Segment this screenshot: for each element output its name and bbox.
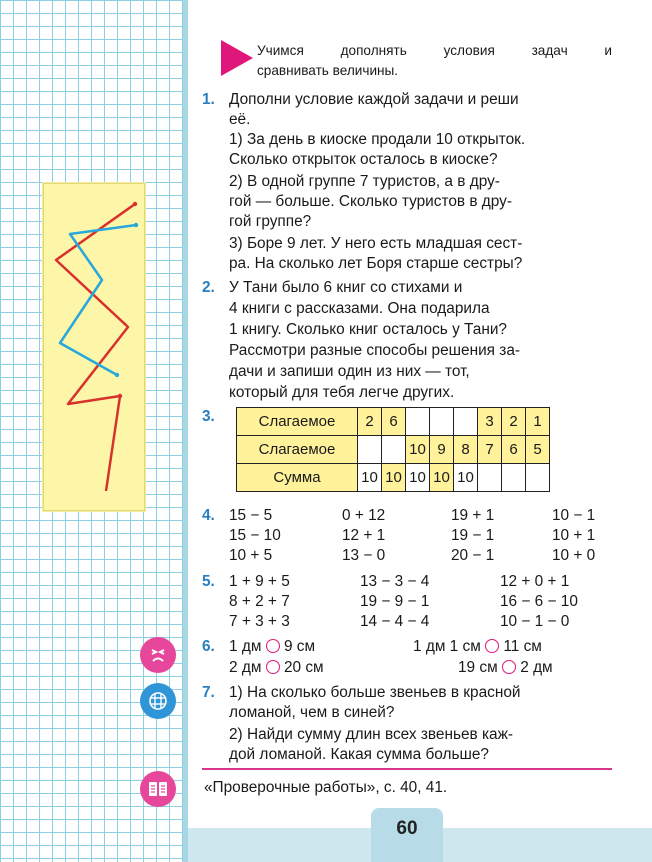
task-number: 4.: [202, 507, 215, 524]
table-row: [237, 464, 550, 492]
row-label: Сумма: [237, 464, 358, 492]
task7-line: 1) На сколько больше звеньев в красной: [229, 684, 521, 701]
expression: 15 − 5: [229, 507, 273, 524]
table-cell: [430, 408, 454, 436]
intro-line-2: сравнивать величины.: [257, 63, 399, 78]
intro-word: дополнять: [340, 43, 407, 58]
compare-circle[interactable]: [485, 639, 499, 653]
table-cell: 10: [406, 464, 430, 492]
comparison-left: 19 см: [458, 659, 498, 676]
expression: 8 + 2 + 7: [229, 593, 290, 610]
table-cell: 2: [358, 408, 382, 436]
task2-line: дачи и запиши один из них — тот,: [229, 363, 470, 380]
table-cell: 10: [382, 464, 406, 492]
expression: 13 − 0: [342, 547, 386, 564]
expression: 10 + 1: [552, 527, 596, 544]
expression: 1 + 9 + 5: [229, 573, 290, 590]
addition-table: [236, 407, 550, 492]
expression: 0 + 12: [342, 507, 386, 524]
comparison: [229, 637, 315, 657]
task1-line: Сколько открыток осталось в киоске?: [229, 151, 498, 168]
workbook-reference: «Проверочные работы», с. 40, 41.: [204, 779, 448, 796]
intro-word: Учимся: [257, 43, 304, 58]
expression: 19 − 1: [451, 527, 495, 544]
task1-line: гой группе?: [229, 213, 312, 230]
task1-line: гой — больше. Сколько туристов в дру-: [229, 193, 512, 210]
expression: 10 + 0: [552, 547, 596, 564]
comparison: [229, 658, 324, 678]
table-cell: 5: [526, 436, 550, 464]
table-row: [237, 436, 550, 464]
task2-line: Рассмотри разные способы решения за-: [229, 342, 521, 359]
intro-line-1: [257, 41, 612, 61]
task7-line: дой ломаной. Какая сумма больше?: [229, 746, 489, 763]
intro-word: и: [604, 43, 612, 58]
grid-icon: [140, 683, 176, 719]
task1-line: 1) За день в киоске продали 10 открыток.: [229, 131, 526, 148]
task7-line: ломаной, чем в синей?: [229, 704, 395, 721]
table-cell: [526, 464, 550, 492]
table-cell: 2: [502, 408, 526, 436]
table-cell: 10: [454, 464, 478, 492]
expression: 14 − 4 − 4: [360, 613, 430, 630]
expression: 7 + 3 + 3: [229, 613, 290, 630]
task1-line: её.: [229, 111, 251, 128]
task-number: 3.: [202, 408, 215, 425]
compare-circle[interactable]: [266, 639, 280, 653]
compare-circle[interactable]: [266, 660, 280, 674]
expression: 12 + 0 + 1: [500, 573, 570, 590]
page-number: 60: [396, 818, 418, 839]
task2-line: 1 книгу. Сколько книг осталось у Тани?: [229, 321, 507, 338]
table-cell: [478, 464, 502, 492]
table-cell: 7: [478, 436, 502, 464]
comparison-right: 2 дм: [520, 659, 553, 676]
sad-face-icon: [140, 637, 176, 673]
expression: 16 − 6 − 10: [500, 593, 578, 610]
expression: 15 − 10: [229, 527, 281, 544]
comparison: [413, 637, 542, 657]
table-cell: [502, 464, 526, 492]
table-cell: 10: [430, 464, 454, 492]
comparison-left: 1 дм 1 см: [413, 638, 481, 655]
expression: 20 − 1: [451, 547, 495, 564]
task2-line: 4 книги с рассказами. Она подарила: [229, 300, 490, 317]
expression: 10 + 5: [229, 547, 273, 564]
table-cell: 8: [454, 436, 478, 464]
task2-line: который для тебя легче других.: [229, 384, 455, 401]
comparison-right: 9 см: [283, 638, 316, 655]
expression: 13 − 3 − 4: [360, 573, 430, 590]
table-cell: 1: [526, 408, 550, 436]
table-cell: [454, 408, 478, 436]
task-number: 5.: [202, 573, 215, 590]
table-cell: 3: [478, 408, 502, 436]
compare-circle[interactable]: [502, 660, 516, 674]
intro-marker-triangle: [221, 40, 253, 76]
row-label: Слагаемое: [237, 408, 358, 436]
task-number: 7.: [202, 684, 215, 701]
table-cell: 6: [502, 436, 526, 464]
task1-line: 3) Боре 9 лет. У него есть младшая сест-: [229, 235, 523, 252]
section-divider: [202, 768, 612, 770]
comparison: [458, 658, 553, 678]
table-row: [237, 408, 550, 436]
comparison-right: 11 см: [503, 638, 542, 655]
expression: 19 − 9 − 1: [360, 593, 430, 610]
intro-word: задач: [531, 43, 568, 58]
table-cell: 9: [430, 436, 454, 464]
row-label: Слагаемое: [237, 436, 358, 464]
task2-line: У Тани было 6 книг со стихами и: [229, 279, 463, 296]
task-number: 6.: [202, 638, 215, 655]
comparison-left: 1 дм: [229, 638, 262, 655]
comparison-left: 2 дм: [229, 659, 262, 676]
task1-line: Дополни условие каждой задачи и реши: [229, 91, 519, 108]
table-cell: 10: [406, 436, 430, 464]
task-number: 1.: [202, 91, 215, 108]
table-cell: 6: [382, 408, 406, 436]
task1-line: 2) В одной группе 7 туристов, а в дру-: [229, 173, 500, 190]
book-icon: [140, 771, 176, 807]
comparison-right: 20 см: [283, 659, 324, 676]
table-cell: [406, 408, 430, 436]
task-number: 2.: [202, 279, 215, 296]
task7-line: 2) Найди сумму длин всех звеньев каж-: [229, 726, 514, 743]
table-cell: 10: [358, 464, 382, 492]
expression: 19 + 1: [451, 507, 495, 524]
polyline-illustration: [43, 183, 145, 511]
table-cell: [382, 436, 406, 464]
expression: 12 + 1: [342, 527, 386, 544]
intro-word: условия: [443, 43, 495, 58]
task1-line: ра. На сколько лет Боря старше сестры?: [229, 255, 523, 272]
expression: 10 − 1: [552, 507, 596, 524]
expression: 10 − 1 − 0: [500, 613, 570, 630]
table-cell: [358, 436, 382, 464]
